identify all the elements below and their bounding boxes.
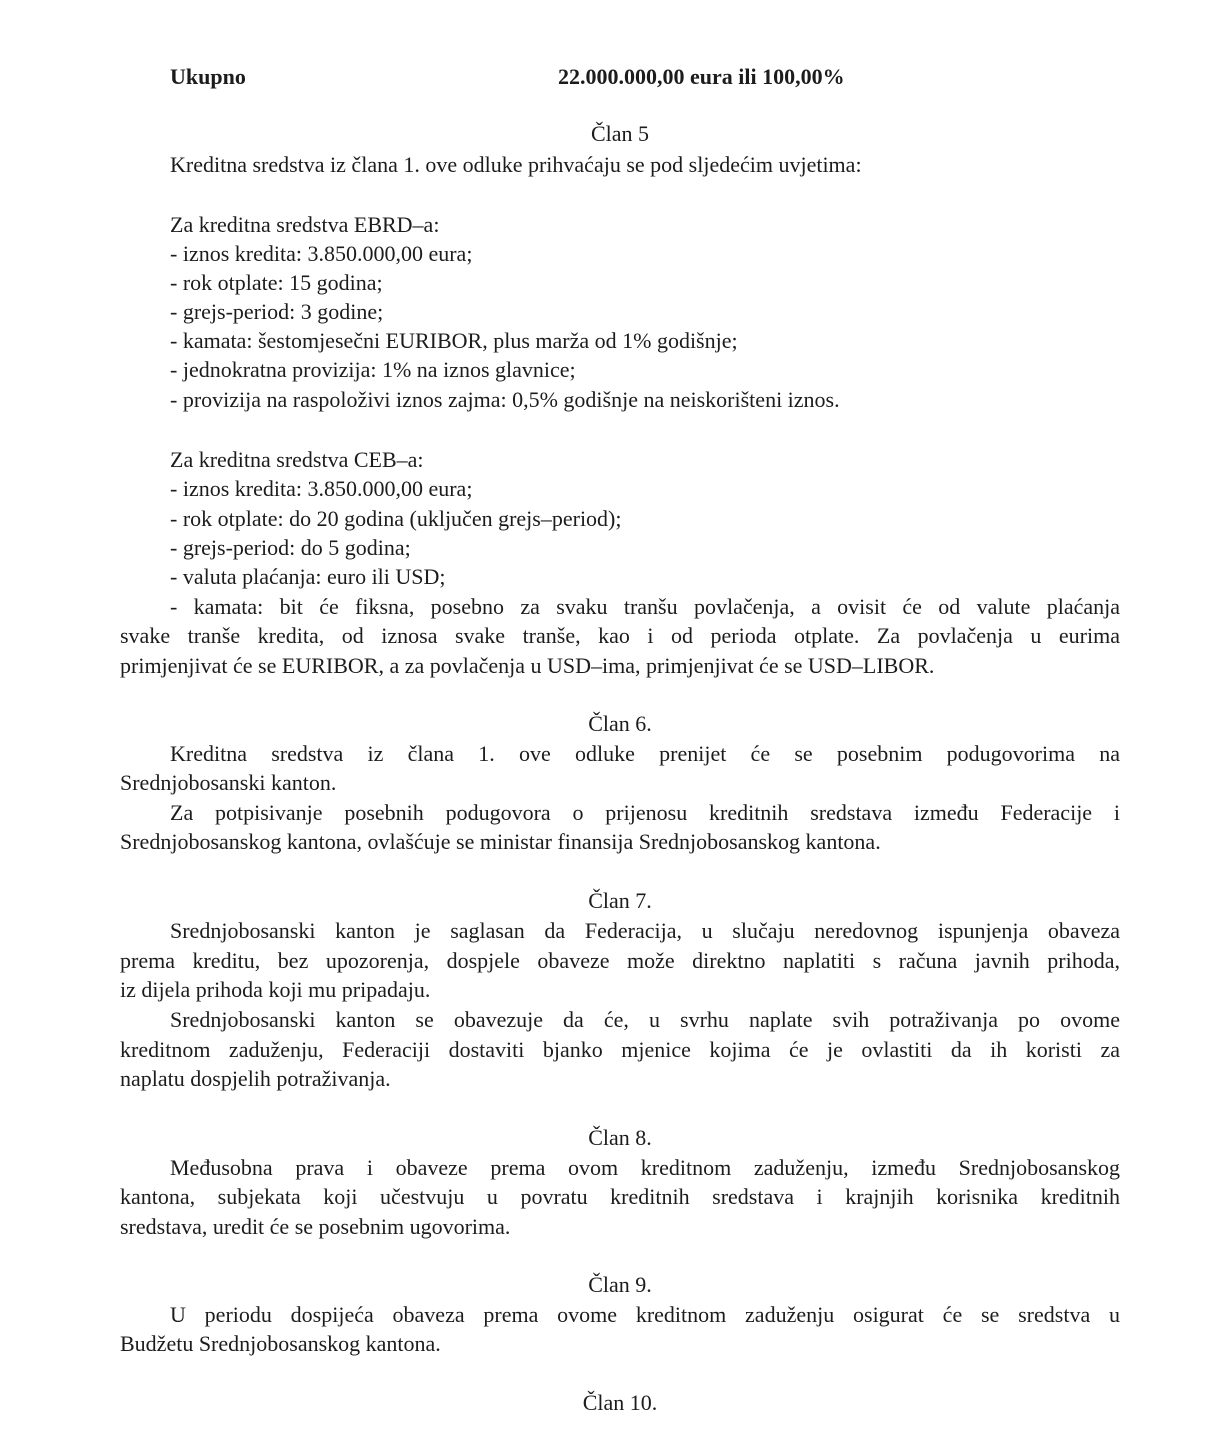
total-label: Ukupno <box>170 64 246 89</box>
article-8-paragraph-line: Međusobna prava i obaveze prema ovom kreditnom zaduženju, između Srednjobosanskog <box>170 1155 1120 1180</box>
article-8-paragraph-line: kantona, subjekata koji učestvuju u povratu kreditnih sredstava i krajnjih korisnika kreditnih <box>120 1184 1120 1209</box>
article-9-paragraph-line: Budžetu Srednjobosanskog kantona. <box>120 1331 441 1356</box>
ebrd-item: - kamata: šestomjesečni EURIBOR, plus marža od 1% godišnje; <box>170 328 738 353</box>
article-5-intro: Kreditna sredstva iz člana 1. ove odluke prihvaćaju se pod sljedećim uvjetima: <box>170 152 862 177</box>
article-6-paragraph-line: Srednjobosanskog kantona, ovlašćuje se ministar finansija Srednjobosanskog kantona. <box>120 829 881 854</box>
article-7-paragraph-line: Srednjobosanski kanton je saglasan da Federacija, u slučaju neredovnog ispunjenja obaveza <box>170 918 1120 943</box>
article-5-heading: Član 5 <box>590 121 650 146</box>
ebrd-item: - grejs-period: 3 godine; <box>170 299 384 324</box>
total-amount: 22.000.000,00 eura ili 100,00% <box>558 64 845 89</box>
article-7-paragraph-line: kreditnom zaduženju, Federaciji dostaviti bjanko mjenice kojima će je ovlastiti da ih koristi za <box>120 1037 1120 1062</box>
article-8-paragraph-line: sredstava, uredit će se posebnim ugovorima. <box>120 1214 511 1239</box>
ceb-kamata-line: svake tranše kredita, od iznosa svake tranše, kao i od perioda otplate. Za povlačenja u eurima <box>120 623 1120 648</box>
ebrd-item: - iznos kredita: 3.850.000,00 eura; <box>170 241 473 266</box>
ceb-kamata-line: primjenjivat će se EURIBOR, a za povlačenja u USD–ima, primjenjivat će se USD–LIBOR. <box>120 653 935 678</box>
article-10-heading: Član 10. <box>582 1390 658 1415</box>
article-7-heading: Član 7. <box>588 888 652 913</box>
ebrd-title: Za kreditna sredstva EBRD–a: <box>170 212 440 237</box>
article-8-heading: Član 8. <box>588 1125 652 1150</box>
article-6-heading: Član 6. <box>588 711 652 736</box>
article-7-paragraph-line: iz dijela prihoda koji mu pripadaju. <box>120 977 431 1002</box>
article-6-paragraph-line: Srednjobosanski kanton. <box>120 770 337 795</box>
article-6-paragraph-line: Kreditna sredstva iz člana 1. ove odluke prenijet će se posebnim podugovorima na <box>170 741 1120 766</box>
article-7-paragraph-line: prema kreditu, bez upozorenja, dospjele obaveze može direktno naplatiti s računa javnih prihoda, <box>120 948 1120 973</box>
article-9-paragraph-line: U periodu dospijeća obaveza prema ovome kreditnom zaduženju osigurat će se sredstva u <box>170 1302 1120 1327</box>
ebrd-item: - jednokratna provizija: 1% na iznos glavnice; <box>170 357 576 382</box>
ebrd-item: - provizija na raspoloživi iznos zajma: 0,5% godišnje na neiskorišteni iznos. <box>170 387 840 412</box>
ceb-kamata-line: - kamata: bit će fiksna, posebno za svaku tranšu povlačenja, a ovisit će od valute plaćanja <box>170 594 1120 619</box>
article-6-paragraph-line: Za potpisivanje posebnih podugovora o prijenosu kreditnih sredstava između Federacije i <box>170 800 1120 825</box>
ceb-item: - rok otplate: do 20 godina (uključen grejs–period); <box>170 506 622 531</box>
ceb-title: Za kreditna sredstva CEB–a: <box>170 447 424 472</box>
ceb-item: - valuta plaćanja: euro ili USD; <box>170 564 446 589</box>
article-7-paragraph-line: naplatu dospjelih potraživanja. <box>120 1066 391 1091</box>
ceb-item: - iznos kredita: 3.850.000,00 eura; <box>170 476 473 501</box>
ceb-item: - grejs-period: do 5 godina; <box>170 535 411 560</box>
article-9-heading: Član 9. <box>588 1272 652 1297</box>
article-7-paragraph-line: Srednjobosanski kanton se obavezuje da će, u svrhu naplate svih potraživanja po ovome <box>170 1007 1120 1032</box>
ebrd-item: - rok otplate: 15 godina; <box>170 270 383 295</box>
